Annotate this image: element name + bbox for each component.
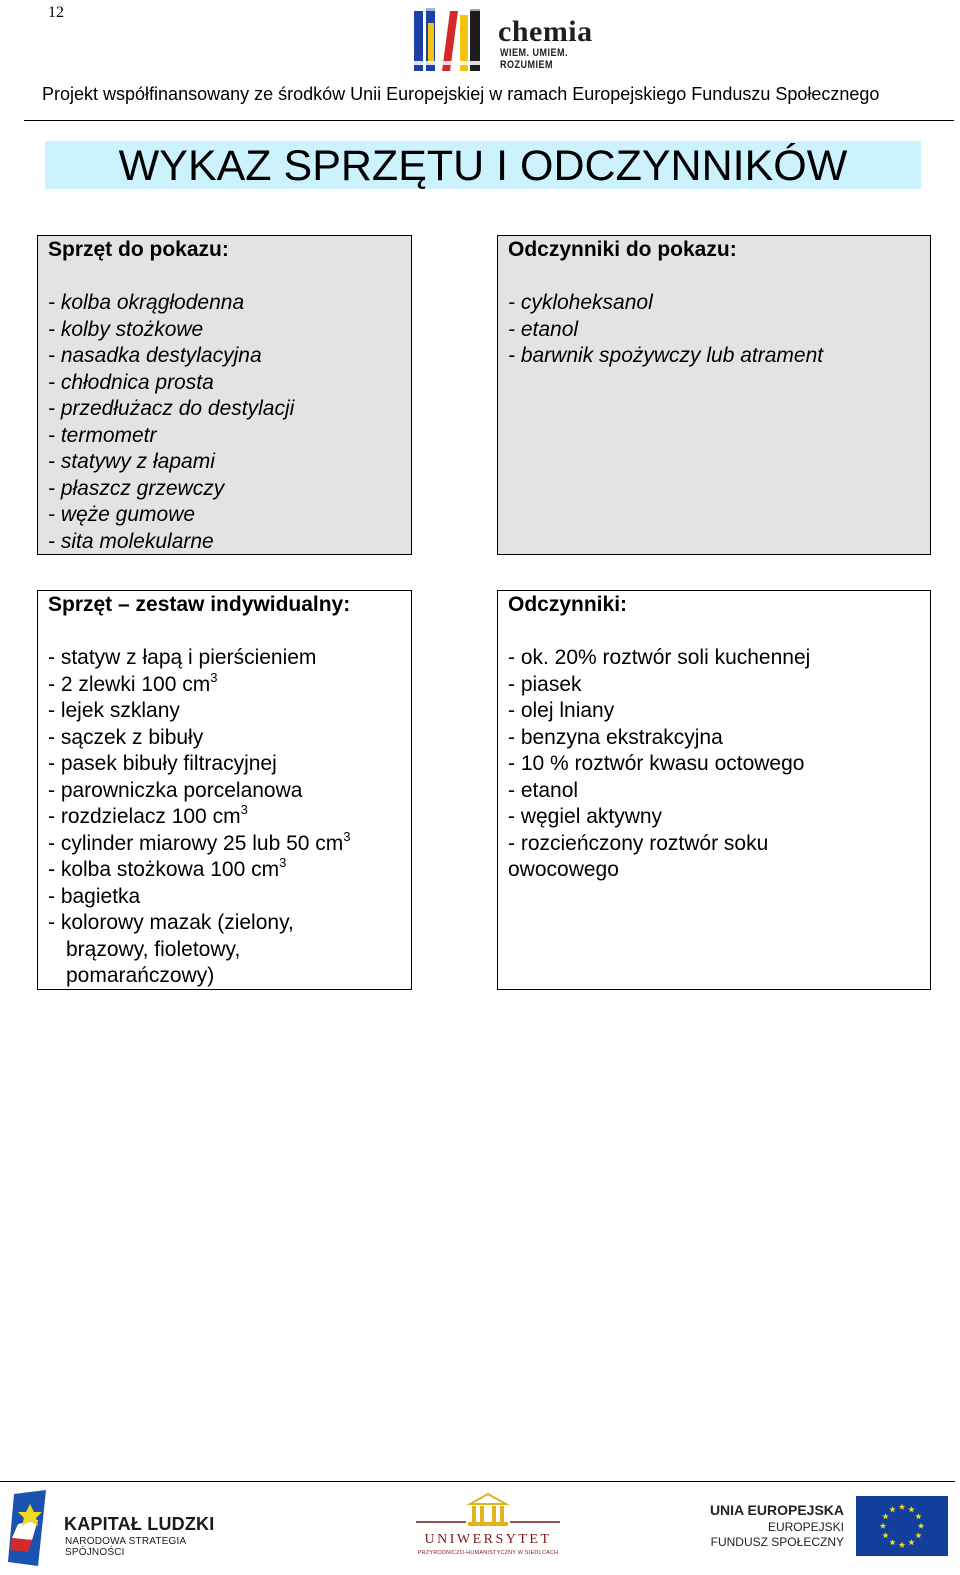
page-title: WYKAZ SPRZĘTU I ODCZYNNIKÓW — [118, 142, 848, 190]
reagents-list — [508, 645, 920, 884]
reagents-demo-heading: Odczynniki do pokazu: — [508, 238, 737, 261]
eu-line-3: FUNDUSZ SPOŁECZNY — [710, 1535, 844, 1549]
list-item: - statywy z łapami — [48, 450, 215, 473]
list-item: - chłodnica prosta — [48, 370, 214, 394]
list-item: - benzyna ekstrakcyjna — [508, 725, 723, 749]
list-item — [48, 804, 401, 831]
item-text-continued: pomarańczowy) — [66, 964, 215, 987]
chemia-logo — [412, 5, 622, 79]
list-item — [48, 910, 401, 990]
list-item — [48, 645, 401, 672]
equipment-individual-box — [37, 590, 412, 990]
list-item — [48, 857, 401, 884]
page-number: 12 — [48, 4, 64, 21]
list-item — [48, 828, 401, 858]
list-item: - etanol — [508, 317, 579, 341]
footer-divider — [0, 1481, 955, 1482]
list-item: - sita molekularne — [48, 529, 214, 553]
item-text-continued: owocowego — [508, 858, 619, 881]
item-superscript: 3 — [240, 802, 248, 817]
item-text: - statyw z łapą i pierścieniem — [48, 646, 317, 669]
list-item: - barwnik spożywczy lub atrament — [508, 344, 824, 367]
university-subtitle: PRZYRODNICZO-HUMANISTYCZNY W SIEDLCACH — [417, 1550, 559, 1556]
item-text: - parowniczka porcelanowa — [48, 778, 303, 802]
list-item: - kolby stożkowe — [48, 317, 204, 341]
reagents-box — [497, 590, 931, 990]
list-item: - płaszcz grzewczy — [48, 476, 225, 500]
list-item — [48, 725, 401, 752]
university-building-icon — [408, 1492, 568, 1532]
list-item: - ok. 20% roztwór soli kuchennej — [508, 646, 811, 669]
list-item: - nasadka destylacyjna — [48, 344, 262, 367]
eu-flag-icon — [856, 1496, 948, 1556]
logo-word: chemia — [498, 15, 593, 48]
kapital-ludzki-emblem-icon — [8, 1490, 58, 1566]
equipment-demo-heading: Sprzęt do pokazu: — [48, 238, 229, 261]
list-item — [508, 831, 920, 884]
logo-tagline: WIEM. UMIEM. ROZUMIEM — [500, 47, 569, 71]
list-item — [48, 698, 401, 725]
equipment-individual-heading: Sprzęt – zestaw indywidualny: — [48, 593, 351, 616]
item-text: - rozcieńczony roztwór soku — [508, 831, 769, 855]
item-text: - bagietka — [48, 884, 141, 908]
item-text-continued: brązowy, fioletowy, — [66, 937, 241, 961]
item-text: - kolorowy mazak (zielony, — [48, 911, 294, 934]
item-text: - 2 zlewki 100 cm — [48, 672, 211, 696]
equipment-demo-box — [37, 235, 412, 555]
item-superscript: 3 — [210, 669, 218, 685]
list-item: - 10 % roztwór kwasu octowego — [508, 752, 805, 775]
list-item: - cykloheksanol — [508, 291, 653, 314]
list-item: - etanol — [508, 778, 579, 802]
university-name: UNIWERSYTET — [424, 1532, 552, 1547]
item-text: - cylinder miarowy 25 lub 50 cm — [48, 831, 344, 855]
list-item: - węgiel aktywny — [508, 805, 663, 828]
equipment-demo-list — [48, 290, 401, 555]
item-text: - kolba stożkowa 100 cm — [48, 858, 280, 881]
reagents-demo-box — [497, 235, 931, 555]
item-text: - pasek bibuły filtracyjnej — [48, 752, 277, 775]
university-logo — [408, 1492, 568, 1564]
item-superscript: 3 — [279, 855, 287, 870]
list-item — [48, 669, 401, 699]
kapital-ludzki-subtitle: NARODOWA STRATEGIA SPÓJNOŚCI — [65, 1536, 186, 1558]
list-item: - kolba okrągłodenna — [48, 291, 245, 314]
list-item: - termometr — [48, 423, 157, 447]
header-divider — [24, 120, 954, 121]
item-text: - sączek z bibuły — [48, 725, 204, 749]
list-item: - przedłużacz do destylacji — [48, 397, 295, 420]
item-text: - lejek szklany — [48, 699, 180, 722]
kapital-ludzki-title: KAPITAŁ LUDZKI — [64, 1514, 215, 1534]
item-superscript: 3 — [343, 828, 351, 844]
equipment-individual-list — [48, 645, 401, 990]
kapital-ludzki-logo — [8, 1490, 248, 1566]
eu-line-1: UNIA EUROPEJSKA — [709, 1502, 844, 1518]
item-text: - rozdzielacz 100 cm — [48, 805, 241, 828]
list-item — [48, 884, 401, 911]
list-item: - olej lniany — [508, 699, 615, 722]
list-item: - węże gumowe — [48, 503, 196, 526]
eu-line-2: EUROPEJSKI — [767, 1520, 844, 1534]
reagents-heading: Odczynniki: — [508, 593, 628, 616]
list-item — [48, 778, 401, 805]
reagents-demo-list — [508, 290, 920, 370]
list-item: - piasek — [508, 672, 582, 696]
eu-logo — [700, 1494, 950, 1560]
chemia-logo-icon — [412, 5, 484, 77]
project-cofinancing-line: Projekt współfinansowany ze środków Unii Europejskiej w ramach Europejskiego Funduszu Społecznego — [42, 84, 880, 104]
list-item — [48, 751, 401, 778]
